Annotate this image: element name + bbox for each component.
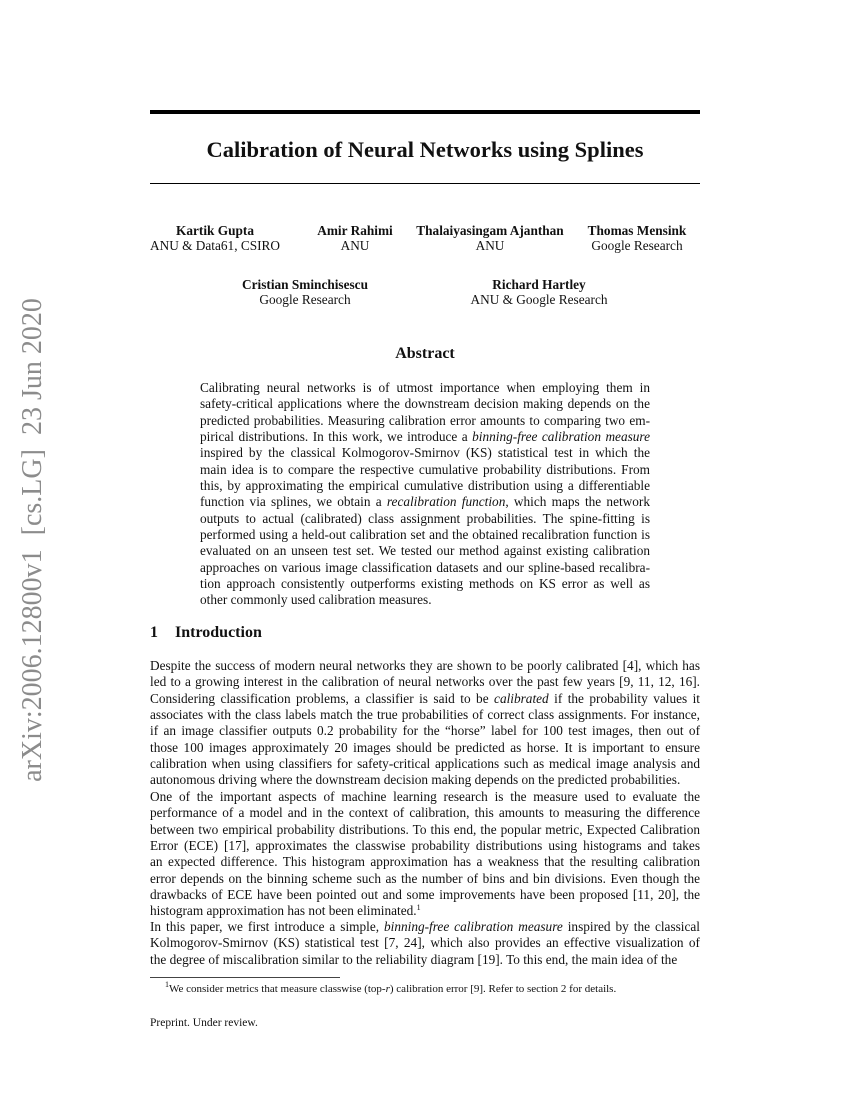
- paper-title: Calibration of Neural Networks using Splines: [206, 137, 644, 162]
- text-line: [150, 903, 700, 919]
- footnote-variable: r: [385, 983, 390, 995]
- text-segment: if an image classifier outputs 0.2 probability for the “horse” label for 100 test images, then out of: [150, 723, 700, 739]
- author-affiliation: ANU & Data61, CSIRO: [149, 238, 281, 253]
- author-affiliation: ANU & Google Research: [470, 292, 608, 307]
- author: [416, 223, 563, 253]
- text-segment: autonomous driving where the downstream decision making depends on the predicted probabilities.: [150, 772, 681, 788]
- paragraph: [150, 789, 700, 920]
- text-segment: pirical distributions. In this work, we introduce a: [200, 429, 473, 445]
- footnote-text: We consider metrics that measure classwise (top-: [169, 983, 386, 995]
- text-segment: those 100 images approximately 20 images should be predicted as horse. It is important to ensure: [150, 739, 700, 755]
- text-line: [200, 413, 650, 429]
- text-line: [150, 822, 700, 838]
- text-segment: led to a growing interest in the calibration of neural networks over the past few years [9, 11, 12, 16].: [150, 674, 700, 690]
- text-line: [150, 772, 700, 788]
- text-segment: , which maps the network: [505, 494, 650, 510]
- paragraph: [150, 919, 700, 968]
- text-line: [150, 658, 700, 674]
- text-line: [150, 854, 700, 870]
- text-line: [150, 707, 700, 723]
- text-line: [150, 789, 700, 805]
- author-name: Richard Hartley: [492, 277, 586, 292]
- author-affiliation: Google Research: [259, 292, 351, 307]
- text-segment: approaches on various image classification datasets and our spline-based recalibra-: [200, 559, 650, 575]
- author-affiliation: ANU: [475, 238, 505, 253]
- text-segment: evaluated on an unseen test set. We tested our method against existing calibration: [200, 543, 650, 559]
- text-line: [150, 723, 700, 739]
- text-line: [150, 887, 700, 903]
- author-name: Amir Rahimi: [317, 223, 393, 238]
- author-name: Thalaiyasingam Ajanthan: [416, 223, 564, 238]
- text-line: [200, 560, 650, 576]
- text-line: [150, 805, 700, 821]
- text-line: [200, 380, 650, 396]
- text-segment: between two empirical probability distributions. To this end, the popular metric, Expected Calibration: [150, 821, 700, 837]
- text-line: [200, 576, 650, 592]
- text-line: [200, 543, 650, 559]
- author: [150, 223, 280, 253]
- text-segment: if the probability values it: [548, 690, 700, 706]
- author-name: Thomas Mensink: [587, 223, 687, 238]
- title-bottom-rule: [150, 183, 700, 184]
- text-segment: calibration when using classifiers for safety-critical applications such as medical image analysis and: [150, 756, 700, 772]
- text-segment: safety-critical applications where the downstream decision making depends on the: [200, 396, 650, 412]
- text-segment: main idea is to compare the respective cumulative probability distributions. From: [200, 461, 650, 477]
- author-name: Kartik Gupta: [176, 223, 254, 238]
- text-line: [200, 429, 650, 445]
- text-line: [150, 935, 700, 951]
- text-segment: tion approach consistently outperforms existing methods on KS error as well as: [200, 576, 650, 592]
- section-number: 1: [150, 624, 158, 641]
- arxiv-identifier-stamp: arXiv:2006.12800v1 [cs.LG] 23 Jun 2020: [17, 298, 48, 782]
- text-segment: performance of a model and in the context of calibration, this amounts to measuring the difference: [150, 805, 700, 821]
- text-segment: Error (ECE) [17], approximates the classwise probability distributions using histograms and takes: [150, 838, 700, 854]
- footnote-rule: [150, 977, 340, 978]
- author: [588, 223, 687, 253]
- text-line: [150, 691, 700, 707]
- preprint-notice: Preprint. Under review.: [150, 1017, 258, 1029]
- text-segment: predicted probabilities. Measuring calibration error amounts to comparing two em-: [200, 412, 650, 428]
- author: [471, 277, 608, 307]
- emphasis-text: recalibration function: [386, 494, 506, 510]
- text-segment: Considering classification problems, a classifier is said to be: [150, 690, 495, 706]
- text-line: [200, 511, 650, 527]
- text-segment: error depends on the binning scheme such as the number of bins and bin divisions. Even though the: [150, 870, 700, 886]
- section-heading: [150, 624, 262, 642]
- text-line: [200, 494, 650, 510]
- text-segment: Despite the success of modern neural networks they are shown to be poorly calibrated [4], which has: [150, 658, 700, 673]
- text-line: [150, 756, 700, 772]
- text-line: [150, 740, 700, 756]
- abstract-body: [200, 380, 650, 609]
- author-name: Cristian Sminchisescu: [242, 277, 368, 292]
- text-line: [150, 919, 700, 935]
- text-line: [200, 527, 650, 543]
- footnote-text-end: ) calibration error [9]. Refer to section 2 for details.: [389, 983, 617, 995]
- section-title: Introduction: [175, 624, 262, 641]
- text-segment: the degree of miscalibration similar to the reliability diagram [19]. To this end, the main idea of the: [150, 951, 678, 967]
- author-affiliation: ANU: [340, 238, 370, 253]
- paragraph: [150, 658, 700, 789]
- footnote: [150, 980, 700, 995]
- text-line: [150, 871, 700, 887]
- text-line: [150, 952, 700, 968]
- text-segment: an expected difference. This histogram approximation has a weakness that the resulting calibration: [150, 854, 700, 870]
- text-segment: inspired by the classical Kolmogorov-Smirnov (KS) statistical test in which the: [200, 445, 650, 461]
- footnote-ref: 1: [416, 903, 421, 913]
- emphasis-text: calibrated: [494, 690, 549, 706]
- text-line: [200, 396, 650, 412]
- text-segment: In this paper, we first introduce a simple,: [150, 919, 384, 934]
- text-segment: One of the important aspects of machine learning research is the measure used to evaluate the: [150, 789, 700, 804]
- text-segment: this, by approximating the empirical cumulative distribution using a differentiable: [200, 478, 650, 494]
- text-segment: associates with the class labels match the true probabilities of correct class assignments. For instance,: [150, 707, 700, 723]
- title-top-rule: [150, 110, 700, 114]
- text-line: [150, 674, 700, 690]
- text-segment: outputs to actual (calibrated) class assignment probabilities. The spine-fitting is: [200, 510, 650, 526]
- text-segment: drawbacks of ECE have been pointed out and some improvements have been proposed [11, 20], the: [150, 887, 700, 903]
- text-segment: Kolmogorov-Smirnov (KS) statistical test [7, 24], which also provides an effective visualization of: [150, 935, 700, 951]
- emphasis-text: binning-free calibration measure: [384, 919, 563, 934]
- text-line: [200, 592, 650, 608]
- text-segment: inspired by the classical: [562, 919, 700, 934]
- abstract-heading: Abstract: [395, 345, 455, 362]
- text-segment: histogram approximation has not been eliminated.: [150, 903, 417, 919]
- text-segment: Calibrating neural networks is of utmost importance when employing them in: [200, 380, 650, 395]
- text-segment: other commonly used calibration measures.: [200, 592, 432, 608]
- text-line: [200, 478, 650, 494]
- emphasis-text: binning-free calibration measure: [472, 429, 651, 445]
- author-affiliation: Google Research: [591, 238, 683, 253]
- footnote-mark: 1: [165, 980, 169, 989]
- text-segment: performed using a held-out calibration set and the obtained recalibration function is: [200, 527, 650, 543]
- text-line: [150, 838, 700, 854]
- author: [242, 277, 368, 307]
- text-line: [200, 462, 650, 478]
- text-line: [200, 445, 650, 461]
- text-segment: function via splines, we obtain a: [200, 494, 387, 510]
- author: [317, 223, 392, 253]
